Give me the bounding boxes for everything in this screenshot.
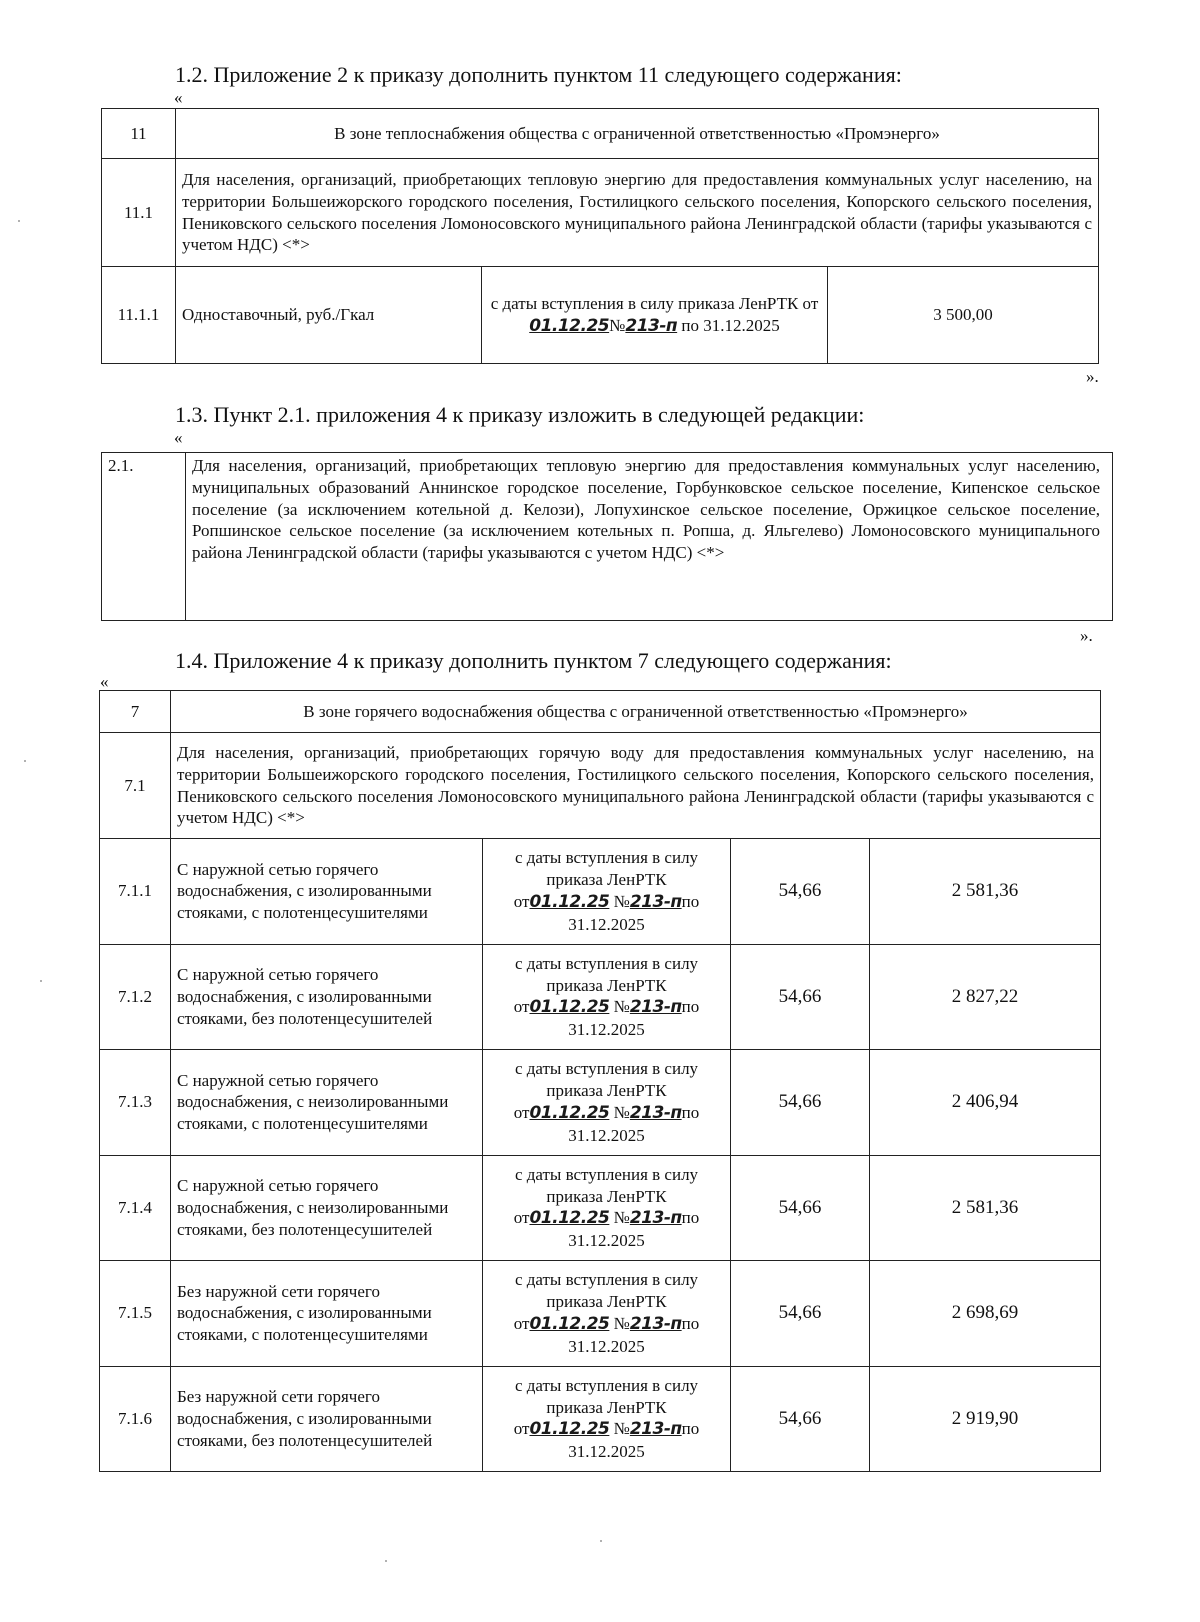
period-text: приказа ЛенРТК xyxy=(546,1397,667,1417)
period-text: приказа ЛенРТК xyxy=(546,1186,667,1206)
period-to: по xyxy=(681,891,700,911)
component-value: 54,66 xyxy=(731,1261,870,1367)
tariff-name: Без наружной сети горячего водоснабжения, с изолированными стояками, без полотенцесушителей xyxy=(171,1366,483,1472)
tariff-name: С наружной сетью горячего водоснабжения, с неизолированными стояками, без полотенцесушителей xyxy=(171,1155,483,1261)
row-number: 7.1.2 xyxy=(100,944,171,1050)
handwritten-order-number: 213-п xyxy=(629,1419,682,1440)
period-text: с даты вступления в силу xyxy=(514,1375,699,1395)
table-row xyxy=(100,1155,1101,1261)
close-quote: ». xyxy=(1086,367,1099,386)
period-text: с даты вступления в силу xyxy=(514,953,699,973)
table-row xyxy=(100,1366,1101,1472)
period-text: с даты вступления в силу xyxy=(514,1164,699,1184)
validity-period xyxy=(483,1261,731,1367)
tariff-value: 2 698,69 xyxy=(870,1261,1101,1367)
row-number: 11.1 xyxy=(102,159,176,267)
table-row xyxy=(100,691,1101,733)
table-1-4 xyxy=(99,690,1101,1472)
handwritten-order-number: 213-п xyxy=(629,1313,682,1334)
tariff-value: 2 919,90 xyxy=(870,1366,1101,1472)
period-end: 31.12.2025 xyxy=(568,1336,645,1356)
handwritten-date: 01.12.25 xyxy=(529,1102,610,1123)
zone-title: В зоне теплоснабжения общества с ограниченной ответственностью «Промэнерго» xyxy=(176,109,1099,159)
handwritten-date: 01.12.25 xyxy=(529,1419,610,1440)
table-row xyxy=(100,944,1101,1050)
consumer-description: Для населения, организаций, приобретающих горячую воду для предоставления коммунальных услуг населению, на территории Большеижорского городского поселения, Гостилицкого сельского поселения, Копорского сельского поселения, Пениковского сельского поселения Ломоносовского муниципального района Ленинградской области (тарифы указываются с учетом НДС) <*> xyxy=(171,733,1101,839)
period-end: 31.12.2025 xyxy=(568,1125,645,1145)
component-value: 54,66 xyxy=(731,1155,870,1261)
period-to: по xyxy=(681,1102,700,1122)
row-number: 11.1.1 xyxy=(102,267,176,364)
table-1-3 xyxy=(101,452,1113,621)
number-sign: № xyxy=(613,1102,630,1122)
period-to: по xyxy=(681,1208,700,1228)
period-text: с даты вступления в силу xyxy=(514,1270,699,1290)
tariff-name: Без наружной сети горячего водоснабжения, с изолированными стояками, с полотенцесушителями xyxy=(171,1261,483,1367)
number-sign: № xyxy=(609,315,626,335)
validity-period xyxy=(483,944,731,1050)
handwritten-date: 01.12.25 xyxy=(529,315,610,336)
period-text: приказа ЛенРТК xyxy=(546,870,667,889)
table-row xyxy=(100,1261,1101,1367)
period-from: от xyxy=(513,1313,530,1333)
consumer-description: Для населения, организаций, приобретающих тепловую энергию для предоставления коммунальных услуг населению, на территории Большеижорского городского поселения, Гостилицкого сельского поселения, Копорского сельского поселения, Пениковского сельского поселения Ломоносовского муниципального района Ленинградской области (тарифы указываются с учетом НДС) <*> xyxy=(176,159,1099,267)
table-row xyxy=(100,733,1101,839)
open-quote: « xyxy=(174,428,183,447)
tariff-name: С наружной сетью горячего водоснабжения, с изолированными стояками, без полотенцесушителей xyxy=(171,944,483,1050)
period-text: с даты вступления в силу xyxy=(514,848,699,868)
consumer-description: Для населения, организаций, приобретающих тепловую энергию для предоставления коммунальных услуг населению, муниципальных образований Аннинское городское поселение, Горбунковское сельское поселение, Кипенское сельское поселение (за исключением котельной д. Келози), Лопухинское сельское поселение, Оржицкое сельское поселение, Ропшинское сельское поселение (за исключением котельных п. Ропша, д. Яльгелево) Ломоносовского муниципального района Ленинградской области (тарифы указываются с учетом НДС) <*> xyxy=(186,453,1113,621)
row-number: 11 xyxy=(102,109,176,159)
validity-period xyxy=(483,839,731,945)
row-number: 7.1.4 xyxy=(100,1155,171,1261)
tariff-name: С наружной сетью горячего водоснабжения, с неизолированными стояками, с полотенцесушителями xyxy=(171,1050,483,1156)
number-sign: № xyxy=(613,997,630,1017)
period-end: 31.12.2025 xyxy=(568,1442,645,1461)
period-to: по xyxy=(681,1419,700,1439)
number-sign: № xyxy=(613,1419,630,1439)
validity-period xyxy=(483,1050,731,1156)
table-row xyxy=(102,453,1113,621)
handwritten-date: 01.12.25 xyxy=(529,997,610,1018)
section-1-4-heading: 1.4. Приложение 4 к приказу дополнить пунктом 7 следующего содержания: xyxy=(175,648,892,673)
period-text: с даты вступления в силу xyxy=(514,1059,699,1079)
row-number: 7.1.3 xyxy=(100,1050,171,1156)
row-number: 2.1. xyxy=(102,453,186,621)
component-value: 54,66 xyxy=(731,839,870,945)
number-sign: № xyxy=(613,1313,630,1333)
table-row xyxy=(102,109,1099,159)
handwritten-date: 01.12.25 xyxy=(529,1208,610,1229)
period-end: 31.12.2025 xyxy=(568,914,645,934)
period-end: 31.12.2025 xyxy=(568,1231,645,1250)
handwritten-order-number: 213-п xyxy=(629,1102,682,1123)
row-number: 7.1.6 xyxy=(100,1366,171,1472)
table-row xyxy=(100,1050,1101,1156)
period-from: от xyxy=(513,1102,530,1122)
row-number: 7 xyxy=(100,691,171,733)
table-row xyxy=(102,267,1099,364)
component-value: 54,66 xyxy=(731,1050,870,1156)
component-value: 54,66 xyxy=(731,944,870,1050)
component-value: 54,66 xyxy=(731,1366,870,1472)
period-text: приказа ЛенРТК xyxy=(546,975,667,995)
period-text: приказа ЛенРТК xyxy=(546,1081,667,1100)
row-number: 7.1 xyxy=(100,733,171,839)
tariff-value: 2 581,36 xyxy=(870,839,1101,945)
validity-period xyxy=(483,1366,731,1472)
period-from: от xyxy=(513,891,530,911)
handwritten-order-number: 213-п xyxy=(629,891,682,912)
tariff-name: С наружной сетью горячего водоснабжения, с изолированными стояками, с полотенцесушителями xyxy=(171,839,483,945)
table-row xyxy=(100,839,1101,945)
tariff-name: Одноставочный, руб./Гкал xyxy=(176,267,482,364)
tariff-value: 2 827,22 xyxy=(870,944,1101,1050)
open-quote: « xyxy=(174,88,183,107)
table-1-2 xyxy=(101,108,1099,364)
handwritten-date: 01.12.25 xyxy=(529,891,610,912)
number-sign: № xyxy=(613,1208,630,1228)
period-end: 31.12.2025 xyxy=(568,1020,645,1039)
period-from: от xyxy=(513,1419,530,1439)
handwritten-order-number: 213-п xyxy=(625,315,678,336)
period-text: приказа ЛенРТК xyxy=(546,1292,667,1311)
close-quote: ». xyxy=(1080,626,1093,645)
tariff-value: 3 500,00 xyxy=(828,267,1099,364)
period-from: от xyxy=(513,997,530,1017)
period-text: с даты вступления в силу приказа ЛенРТК от xyxy=(490,293,819,313)
open-quote: « xyxy=(100,672,109,691)
tariff-value: 2 581,36 xyxy=(870,1155,1101,1261)
row-number: 7.1.5 xyxy=(100,1261,171,1367)
handwritten-order-number: 213-п xyxy=(629,997,682,1018)
period-end: по 31.12.2025 xyxy=(681,315,780,335)
number-sign: № xyxy=(613,891,630,911)
section-1-2-heading: 1.2. Приложение 2 к приказу дополнить пунктом 11 следующего содержания: xyxy=(175,62,902,87)
period-to: по xyxy=(681,1313,700,1333)
validity-period xyxy=(482,267,828,364)
validity-period xyxy=(483,1155,731,1261)
handwritten-order-number: 213-п xyxy=(629,1208,682,1229)
table-row xyxy=(102,159,1099,267)
zone-title: В зоне горячего водоснабжения общества с ограниченной ответственностью «Промэнерго» xyxy=(171,691,1101,733)
tariff-value: 2 406,94 xyxy=(870,1050,1101,1156)
period-to: по xyxy=(681,997,700,1017)
section-1-3-heading: 1.3. Пункт 2.1. приложения 4 к приказу изложить в следующей редакции: xyxy=(175,402,865,427)
period-from: от xyxy=(513,1208,530,1228)
row-number: 7.1.1 xyxy=(100,839,171,945)
handwritten-date: 01.12.25 xyxy=(529,1313,610,1334)
